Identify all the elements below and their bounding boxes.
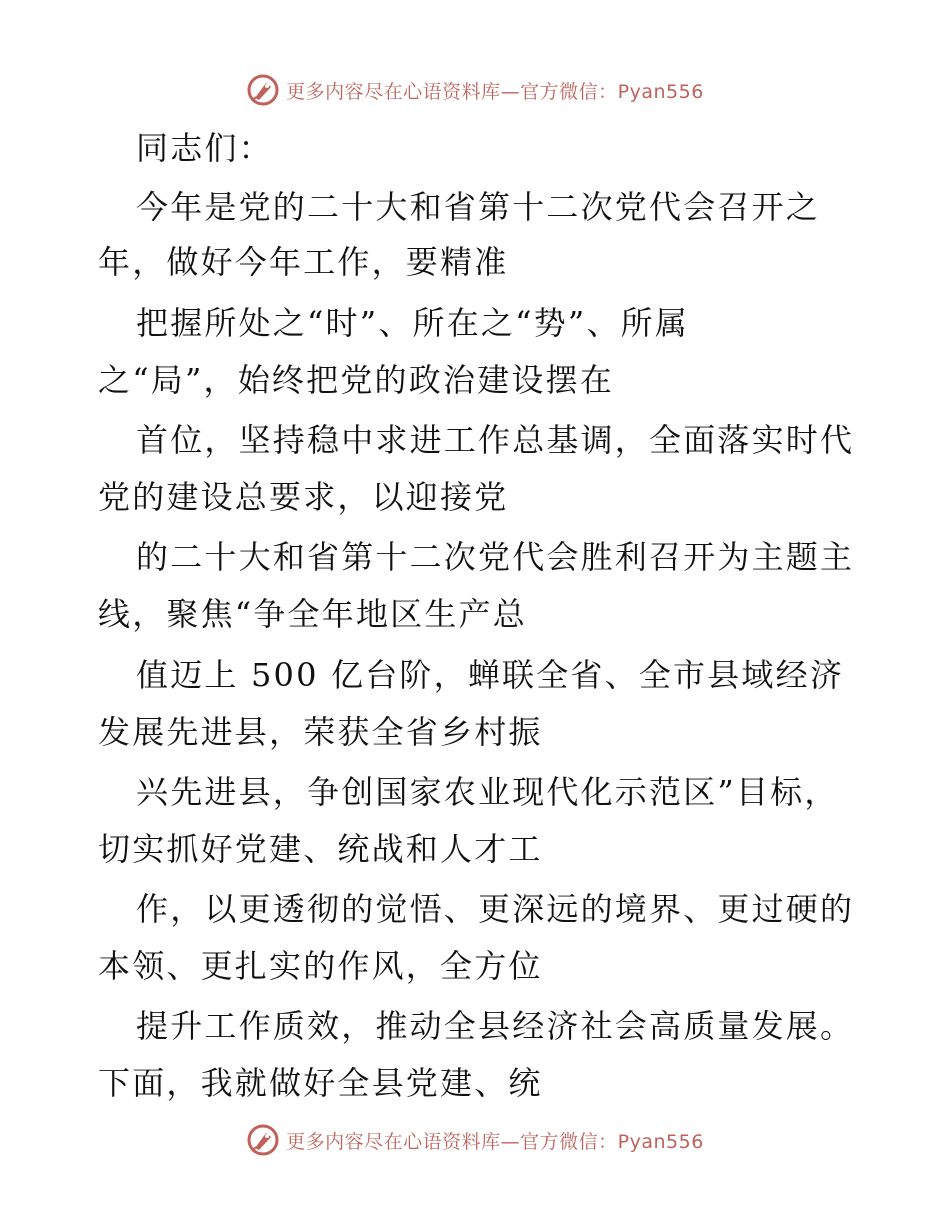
- paragraph-line: 下面，我就做好全县党建、统: [98, 1064, 543, 1102]
- paragraph-line: 同志们：: [136, 129, 273, 167]
- paragraph-line: 作，以更透彻的觉悟、更深远的境界、更过硬的: [136, 890, 855, 928]
- paragraph-line: 的二十大和省第十二次党代会胜利召开为主题主: [136, 538, 855, 576]
- pen-nib-logo-icon: [246, 73, 280, 107]
- header-banner: [0, 70, 950, 110]
- paragraph-line: 把握所处之“时”、所在之“势”、所属: [136, 304, 690, 342]
- paragraph-line: 提升工作质效，推动全县经济社会高质量发展。: [136, 1007, 855, 1045]
- paragraph-line: 发展先进县，荣获全省乡村振: [98, 713, 543, 751]
- paragraph-line: 值迈上 500 亿台阶，蝉联全省、全市县域经济: [136, 656, 845, 694]
- paragraph-line: 党的建设总要求，以迎接党: [98, 478, 509, 516]
- footer-banner-text: 更多内容尽在心语资料库—官方微信：Pyan556: [286, 1130, 704, 1153]
- paragraph-line: 首位，坚持稳中求进工作总基调，全面落实时代: [136, 421, 855, 459]
- pen-nib-logo-icon: [246, 1123, 280, 1157]
- header-banner-text: 更多内容尽在心语资料库—官方微信：Pyan556: [286, 80, 704, 103]
- footer-banner: [0, 1120, 950, 1160]
- paragraph-line: 之“局”，始终把党的政治建设摆在: [98, 361, 614, 399]
- paragraph-line: 兴先进县，争创国家农业现代化示范区”目标，: [136, 773, 839, 811]
- paragraph-line: 本领、更扎实的作风，全方位: [98, 947, 543, 985]
- paragraph-line: 年，做好今年工作，要精准: [98, 243, 509, 281]
- paragraph-line: 今年是党的二十大和省第十二次党代会召开之: [136, 188, 821, 226]
- paragraph-line: 线，聚焦“争全年地区生产总: [98, 595, 527, 633]
- paragraph-line: 切实抓好党建、统战和人才工: [98, 830, 543, 868]
